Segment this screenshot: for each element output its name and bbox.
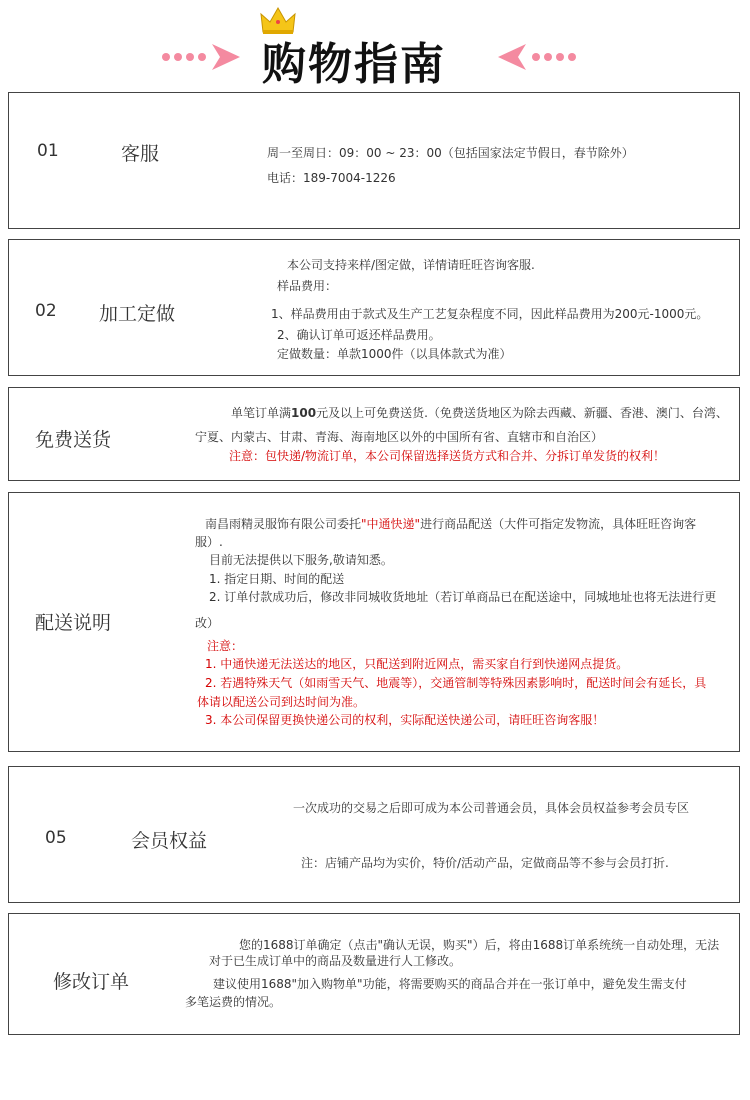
- unavailable-item-2: 2. 订单付款成功后，修改非同城收货地址（若订单商品已在配送途中，同城地址也将无法进行更: [209, 590, 717, 604]
- free-delivery-notice: 注意：包快递/物流订单，本公司保留选择送货方式和合并、分拆订单发货的权利！: [229, 449, 666, 463]
- delivery-intro-cont: 服）.: [195, 535, 223, 549]
- section-free-delivery: [8, 387, 740, 481]
- section-label: 配送说明: [35, 612, 112, 634]
- left-arrow-icon: [160, 42, 242, 72]
- member-benefit-note: 注：店铺产品均为实价，特价/活动产品，定做商品等不参与会员打折.: [301, 856, 669, 870]
- phone-number: 电话：189-7004-1226: [267, 171, 396, 185]
- section-number: 02: [35, 301, 57, 321]
- modify-order-rule-cont: 对于已生成订单中的商品及数量进行人工修改。: [209, 954, 462, 968]
- section-modify-order: [8, 913, 740, 1035]
- section-label: 加工定做: [99, 303, 176, 325]
- custom-quantity: 定做数量：单款1000件（以具体款式为准）: [277, 347, 512, 361]
- section-label: 修改订单: [53, 971, 130, 993]
- section-delivery-info: [8, 492, 740, 752]
- text-part: 进行商品配送（大件可指定发物流，具体旺旺咨询客: [420, 517, 697, 531]
- delivery-notice-title: 注意：: [207, 639, 244, 653]
- section-label: 会员权益: [131, 830, 208, 852]
- modify-order-suggestion: 建议使用1688"加入购物单"功能，将需要购买的商品合并在一张订单中，避免发生需支付: [213, 977, 687, 991]
- unavailable-item-2-cont: 改）: [195, 616, 220, 630]
- delivery-notice-1: 1. 中通快递无法送达的地区，只配送到附近网点，需买家自行到快递网点提货。: [205, 657, 629, 671]
- section-label: 免费送货: [35, 429, 112, 451]
- section-label: 客服: [121, 143, 160, 165]
- sample-fee-rule: 1、样品费用由于款式及生产工艺复杂程度不同，因此样品费用为200元-1000元。: [271, 307, 709, 321]
- section-custom-production: [8, 239, 740, 376]
- service-hours: 周一至周日：09：00 ~ 23：00（包括国家法定节假日，春节除外）: [267, 146, 634, 160]
- courier-name: "中通快递": [361, 517, 421, 531]
- member-benefit-rule: 一次成功的交易之后即可成为本公司普通会员，具体会员权益参考会员专区: [293, 801, 690, 815]
- section-number: 01: [37, 141, 59, 161]
- page-title: 购物指南: [262, 39, 446, 90]
- right-arrow-icon: [496, 42, 578, 72]
- delivery-intro: [205, 515, 696, 533]
- modify-order-suggestion-cont: 多笔运费的情况。: [185, 995, 282, 1009]
- free-delivery-regions: 宁夏、内蒙古、甘肃、青海、海南地区以外的中国所有省、直辖市和自治区）: [195, 430, 604, 444]
- free-delivery-rule: [231, 404, 728, 422]
- amount-highlight: 100: [291, 406, 317, 420]
- section-number: 05: [45, 828, 67, 848]
- custom-intro: 本公司支持来样/图定做，详情请旺旺咨询客服.: [287, 258, 535, 272]
- text-part: 南昌雨精灵服饰有限公司委托: [205, 517, 362, 531]
- modify-order-rule: 您的1688订单确定（点击"确认无误，购买"）后，将由1688订单系统统一自动处理，无法: [239, 938, 720, 952]
- delivery-notice-2-cont: 体请以配送公司到达时间为准。: [197, 695, 366, 709]
- delivery-notice-2: 2. 若遇特殊天气（如雨雪天气、地震等），交通管制等特殊因素影响时，配送时间会有延长，具: [205, 676, 707, 690]
- section-customer-service: [8, 92, 740, 229]
- unavailable-services: 目前无法提供以下服务,敬请知悉。: [209, 553, 393, 567]
- unavailable-item-1: 1. 指定日期、时间的配送: [209, 572, 345, 586]
- sample-fee-refund: 2、确认订单可返还样品费用。: [277, 328, 441, 342]
- sample-fee-title: 样品费用：: [277, 279, 338, 293]
- text-part: 单笔订单满: [231, 406, 292, 420]
- page-header: [0, 0, 750, 90]
- delivery-notice-3: 3. 本公司保留更换快递公司的权利，实际配送快递公司，请旺旺咨询客服！: [205, 713, 605, 727]
- section-member-benefits: [8, 766, 740, 903]
- text-part: 元及以上可免费送货.（免费送货地区为除去西藏、新疆、香港、澳门、台湾、: [316, 406, 728, 420]
